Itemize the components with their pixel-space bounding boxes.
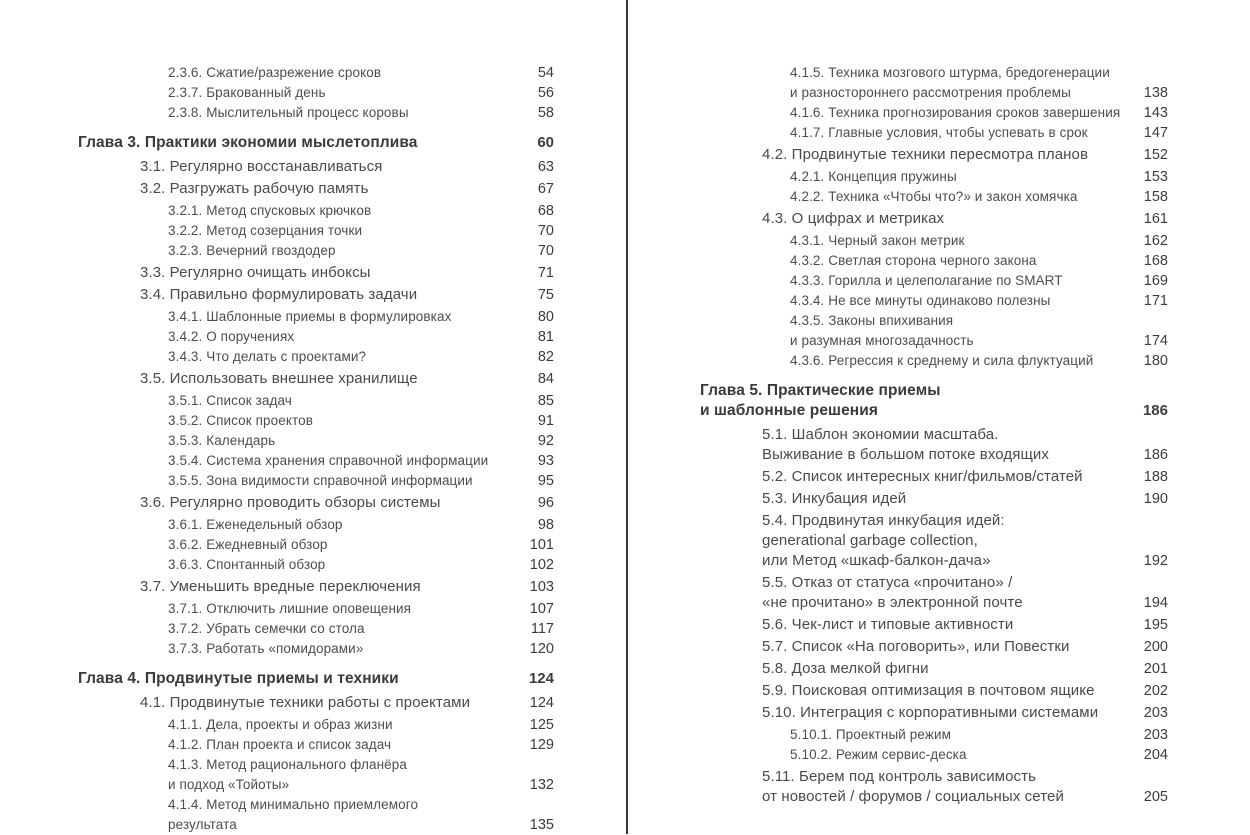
toc-entry-page-number: 67	[537, 181, 554, 197]
toc-entry-title-line: 4.1.6. Техника прогнозирования сроков завершения	[790, 105, 1121, 120]
toc-entry-title-line: 3.7.1. Отключить лишние оповещения	[168, 601, 412, 616]
toc-entry-page-number: 186	[1142, 402, 1168, 419]
toc-entry	[78, 263, 554, 283]
toc-entry-title-line: 4.3.6. Регрессия к среднему и сила флуктуаций	[790, 353, 1094, 368]
toc-entry-title-line: 3.6.1. Еженедельный обзор	[168, 517, 343, 532]
toc-entry-title	[78, 391, 528, 411]
toc-entry-page-number: 135	[529, 817, 554, 833]
toc-entry-title-line: и шаблонные решения	[700, 402, 879, 419]
toc-entry	[78, 693, 554, 713]
toc-entry-title	[78, 669, 519, 689]
toc-entry-page-number: 71	[537, 265, 554, 281]
toc-entry-page-number: 195	[1143, 617, 1168, 633]
toc-entry-page-number: 204	[1143, 747, 1168, 763]
toc-entry-title	[78, 715, 520, 735]
toc-entry	[78, 179, 554, 199]
toc-entry	[78, 63, 554, 83]
toc-entry	[78, 327, 554, 347]
toc-entry-title-line: 5.6. Чек-лист и типовые активности	[762, 616, 1014, 633]
toc-page-left	[78, 63, 554, 835]
toc-entry	[78, 221, 554, 241]
toc-entry	[78, 411, 554, 431]
toc-entry-title-line: 4.3.5. Законы впихивания	[790, 313, 954, 328]
toc-entry-title	[700, 659, 1134, 679]
toc-entry	[78, 555, 554, 575]
toc-entry-title	[78, 639, 520, 659]
toc-entry-title	[700, 103, 1134, 123]
toc-entry-title	[700, 703, 1134, 723]
toc-entry-title	[700, 767, 1134, 807]
toc-entry	[700, 103, 1168, 123]
toc-entry-title	[78, 221, 528, 241]
toc-entry-title-line: 3.4.3. Что делать с проектами?	[168, 349, 367, 364]
toc-entry	[78, 471, 554, 491]
toc-entry-title	[700, 745, 1134, 765]
toc-entry	[700, 311, 1168, 351]
toc-entry	[700, 681, 1168, 701]
toc-entry	[700, 703, 1168, 723]
toc-entry	[700, 351, 1168, 371]
toc-entry-title-line: и подход «Тойоты»	[168, 777, 290, 792]
toc-entry-page-number: 153	[1143, 169, 1168, 185]
toc-entry-title	[700, 725, 1134, 745]
toc-entry-page-number: 171	[1143, 293, 1168, 309]
toc-entry-title-line: 4.1.3. Метод рационального фланёра	[168, 757, 407, 772]
toc-entry-title-line: 5.4. Продвинутая инкубация идей:	[762, 512, 1005, 529]
toc-entry-page-number: 192	[1143, 553, 1168, 569]
toc-entry-title	[700, 291, 1134, 311]
toc-entry-title-line: 3.4. Правильно формулировать задачи	[140, 286, 418, 303]
toc-entry-title-line: 3.5.2. Список проектов	[168, 413, 313, 428]
toc-entry-page-number: 201	[1143, 661, 1168, 677]
toc-entry-title	[700, 489, 1134, 509]
page-divider	[626, 0, 628, 834]
toc-entry-title	[78, 307, 528, 327]
toc-entry	[700, 637, 1168, 657]
toc-entry-title-line: 3.6.3. Спонтанный обзор	[168, 557, 326, 572]
toc-entry-title-line: 3.4.2. О поручениях	[168, 329, 295, 344]
toc-entry-title-line: 2.3.6. Сжатие/разрежение сроков	[168, 65, 382, 80]
toc-entry-title-line: 5.10.2. Режим сервис-деска	[790, 747, 967, 762]
toc-entry	[700, 209, 1168, 229]
toc-entry-title-line: 3.7. Уменьшить вредные переключения	[140, 578, 421, 595]
toc-entry-title	[700, 209, 1134, 229]
toc-entry	[700, 615, 1168, 635]
toc-entry-title	[700, 681, 1134, 701]
toc-entry	[700, 425, 1168, 465]
toc-entry-page-number: 91	[537, 413, 554, 429]
toc-entry-title	[700, 63, 1134, 103]
toc-entry-page-number: 58	[537, 105, 554, 121]
toc-entry-title	[700, 467, 1134, 487]
toc-page-right	[700, 63, 1168, 809]
toc-entry	[700, 511, 1168, 571]
toc-entry-page-number: 75	[537, 287, 554, 303]
toc-entry-title-line: от новостей / форумов / социальных сетей	[762, 788, 1064, 805]
toc-entry-title-line: 4.3.2. Светлая сторона черного закона	[790, 253, 1037, 268]
toc-entry	[78, 755, 554, 795]
toc-entry-page-number: 190	[1143, 491, 1168, 507]
toc-entry-title	[78, 431, 528, 451]
toc-entry-title	[78, 241, 528, 261]
toc-entry	[700, 725, 1168, 745]
toc-entry-title	[78, 577, 520, 597]
toc-entry-title-line: 3.1. Регулярно восстанавливаться	[140, 158, 383, 175]
toc-entry-title	[78, 411, 528, 431]
toc-entry-page-number: 168	[1143, 253, 1168, 269]
toc-entry-title-line: 3.7.2. Убрать семечки со стола	[168, 621, 365, 636]
toc-entry-title-line: 4.3.3. Горилла и целеполагание по SMART	[790, 273, 1063, 288]
toc-entry-title	[700, 231, 1134, 251]
toc-entry-title-line: 4.2.1. Концепция пружины	[790, 169, 957, 184]
toc-entry-title-line: 3.5.3. Календарь	[168, 433, 276, 448]
toc-entry-title	[78, 327, 528, 347]
toc-entry-page-number: 98	[537, 517, 554, 533]
toc-entry-title-line: 5.11. Берем под контроль зависимость	[762, 768, 1037, 785]
toc-entry-page-number: 124	[529, 695, 554, 711]
toc-chapter-entry	[78, 133, 554, 153]
toc-entry-title-line: 5.1. Шаблон экономии масштаба.	[762, 426, 999, 443]
toc-entry-title-line: 5.3. Инкубация идей	[762, 490, 907, 507]
toc-entry-title	[700, 573, 1134, 613]
toc-entry-page-number: 84	[537, 371, 554, 387]
toc-entry-page-number: 205	[1143, 789, 1168, 805]
toc-entry-title-line: 5.9. Поисковая оптимизация в почтовом ящике	[762, 682, 1095, 699]
toc-entry-title-line: 3.5.5. Зона видимости справочной информации	[168, 473, 473, 488]
toc-entry-page-number: 102	[529, 557, 554, 573]
toc-entry-title-line: 4.3.1. Черный закон метрик	[790, 233, 965, 248]
toc-entry-title-line: 3.7.3. Работать «помидорами»	[168, 641, 364, 656]
toc-entry-title	[700, 251, 1134, 271]
toc-entry-page-number: 120	[529, 641, 554, 657]
toc-entry-page-number: 174	[1143, 333, 1168, 349]
toc-entry-page-number: 138	[1143, 85, 1168, 101]
toc-entry-title-line: Выживание в большом потоке входящих	[762, 446, 1050, 463]
toc-entry-page-number: 200	[1143, 639, 1168, 655]
toc-entry-title-line: 4.1.2. План проекта и список задач	[168, 737, 392, 752]
toc-entry-title	[78, 263, 528, 283]
toc-entry-page-number: 132	[529, 777, 554, 793]
toc-entry-page-number: 103	[529, 579, 554, 595]
toc-entry-title	[78, 619, 521, 639]
toc-entry-title-line: 4.2.2. Техника «Чтобы что?» и закон хомячка	[790, 189, 1078, 204]
toc-entry	[700, 145, 1168, 165]
toc-entry-title-line: 3.2. Разгружать рабочую память	[140, 180, 369, 197]
toc-entry	[78, 619, 554, 639]
toc-entry-title-line: или Метод «шкаф-балкон-дача»	[762, 552, 991, 569]
toc-entry-page-number: 158	[1143, 189, 1168, 205]
toc-entry-title-line: 2.3.7. Бракованный день	[168, 85, 326, 100]
toc-entry	[78, 451, 554, 471]
toc-entry-title-line: и разностороннего рассмотрения проблемы	[790, 85, 1071, 100]
toc-entry-title-line: «не прочитано» в электронной почте	[762, 594, 1023, 611]
toc-entry-page-number: 202	[1143, 683, 1168, 699]
toc-entry-title	[78, 285, 528, 305]
toc-entry-title	[700, 511, 1134, 571]
toc-entry-page-number: 70	[537, 223, 554, 239]
toc-entry-title	[700, 145, 1134, 165]
toc-entry-page-number: 95	[537, 473, 554, 489]
toc-entry-title	[78, 599, 520, 619]
toc-entry-page-number: 60	[537, 134, 554, 151]
toc-entry-title	[700, 311, 1134, 351]
toc-entry	[700, 231, 1168, 251]
toc-entry-title	[700, 123, 1134, 143]
toc-entry-title	[78, 103, 528, 123]
toc-entry-page-number: 85	[537, 393, 554, 409]
toc-entry-title-line: generational garbage collection,	[762, 532, 978, 549]
toc-entry-page-number: 129	[529, 737, 554, 753]
toc-entry-title	[700, 271, 1134, 291]
toc-entry-page-number: 93	[537, 453, 554, 469]
toc-entry	[78, 201, 554, 221]
toc-entry-title-line: 5.5. Отказ от статуса «прочитано» /	[762, 574, 1013, 591]
toc-entry-page-number: 147	[1143, 125, 1168, 141]
toc-entry-title-line: 3.6.2. Ежедневный обзор	[168, 537, 328, 552]
toc-entry-title-line: 4.2. Продвинутые техники пересмотра планов	[762, 146, 1089, 163]
toc-entry-title-line: 5.10. Интеграция с корпоративными системами	[762, 704, 1099, 721]
toc-entry-title-line: 4.1.1. Дела, проекты и образ жизни	[168, 717, 393, 732]
toc-entry-title	[78, 179, 528, 199]
toc-entry-title-line: 3.5.1. Список задач	[168, 393, 292, 408]
toc-entry	[700, 659, 1168, 679]
toc-entry-title	[78, 555, 520, 575]
toc-entry-title-line: 3.6. Регулярно проводить обзоры системы	[140, 494, 441, 511]
toc-entry-title	[78, 755, 520, 795]
toc-entry-title	[700, 187, 1134, 207]
toc-entry-title	[78, 735, 520, 755]
toc-entry	[700, 573, 1168, 613]
toc-entry-page-number: 54	[537, 65, 554, 81]
toc-entry-title-line: 5.7. Список «На поговорить», или Повестки	[762, 638, 1070, 655]
toc-entry-title	[78, 693, 520, 713]
toc-entry-page-number: 124	[528, 670, 554, 687]
toc-entry	[700, 187, 1168, 207]
toc-entry	[78, 157, 554, 177]
toc-entry-title-line: 4.3.4. Не все минуты одинаково полезны	[790, 293, 1051, 308]
toc-entry-title-line: 3.2.3. Вечерний гвоздодер	[168, 243, 336, 258]
toc-entry	[78, 735, 554, 755]
toc-entry-title-line: 4.1.7. Главные условия, чтобы успевать в срок	[790, 125, 1088, 140]
toc-entry	[78, 493, 554, 513]
toc-entry-title-line: Глава 4. Продвинутые приемы и техники	[78, 670, 399, 687]
toc-entry-page-number: 101	[529, 537, 554, 553]
toc-entry-title	[78, 795, 520, 835]
toc-entry	[78, 795, 554, 835]
toc-entry	[78, 577, 554, 597]
toc-entry-page-number: 92	[537, 433, 554, 449]
toc-entry	[700, 291, 1168, 311]
toc-entry	[78, 515, 554, 535]
toc-entry-title	[78, 157, 528, 177]
toc-entry	[78, 431, 554, 451]
toc-entry-title	[700, 167, 1134, 187]
toc-entry-title-line: 3.3. Регулярно очищать инбоксы	[140, 264, 371, 281]
toc-entry	[700, 767, 1168, 807]
toc-entry-title-line: 5.2. Список интересных книг/фильмов/статей	[762, 468, 1083, 485]
toc-entry-title-line: 4.3. О цифрах и метриках	[762, 210, 945, 227]
toc-entry	[700, 271, 1168, 291]
toc-entry-title	[78, 133, 527, 153]
toc-entry-title	[78, 493, 528, 513]
toc-entry-title-line: 2.3.8. Мыслительный процесс коровы	[168, 105, 409, 120]
toc-entry-title-line: 3.5.4. Система хранения справочной информации	[168, 453, 489, 468]
toc-entry-page-number: 56	[537, 85, 554, 101]
toc-entry-page-number: 70	[537, 243, 554, 259]
toc-entry-page-number: 107	[529, 601, 554, 617]
toc-entry-page-number: 81	[537, 329, 554, 345]
toc-entry-title	[78, 347, 528, 367]
toc-entry-page-number: 203	[1143, 727, 1168, 743]
toc-chapter-entry	[78, 669, 554, 689]
toc-entry	[78, 391, 554, 411]
toc-entry-title-line: 4.1.4. Метод минимально приемлемого	[168, 797, 419, 812]
toc-entry	[78, 241, 554, 261]
toc-entry	[700, 167, 1168, 187]
toc-entry-title-line: результата	[168, 817, 237, 832]
toc-entry	[78, 599, 554, 619]
toc-entry-page-number: 180	[1143, 353, 1168, 369]
toc-entry	[700, 489, 1168, 509]
toc-entry-title-line: 3.4.1. Шаблонные приемы в формулировках	[168, 309, 452, 324]
toc-entry-title	[78, 369, 528, 389]
toc-entry-title-line: Глава 5. Практические приемы	[700, 382, 941, 399]
toc-entry-title-line: и разумная многозадачность	[790, 333, 974, 348]
toc-chapter-entry	[700, 381, 1168, 421]
toc-entry-title-line: 4.1.5. Техника мозгового штурма, бредогенерации	[790, 65, 1110, 80]
toc-entry-title	[700, 351, 1134, 371]
toc-entry	[78, 83, 554, 103]
toc-entry-page-number: 188	[1143, 469, 1168, 485]
toc-entry-title	[78, 515, 528, 535]
toc-entry-page-number: 152	[1143, 147, 1168, 163]
toc-entry	[78, 103, 554, 123]
toc-entry	[78, 347, 554, 367]
toc-entry-page-number: 194	[1143, 595, 1168, 611]
toc-entry-title	[700, 381, 1133, 421]
toc-entry	[700, 745, 1168, 765]
toc-entry	[700, 123, 1168, 143]
toc-entry	[78, 639, 554, 659]
toc-entry-title	[78, 201, 528, 221]
toc-entry-page-number: 63	[537, 159, 554, 175]
toc-entry-title	[78, 63, 528, 83]
toc-entry	[700, 467, 1168, 487]
toc-entry-title	[78, 451, 528, 471]
toc-entry-page-number: 169	[1143, 273, 1168, 289]
toc-entry-page-number: 161	[1143, 211, 1168, 227]
toc-entry-page-number: 68	[537, 203, 554, 219]
toc-entry	[78, 285, 554, 305]
toc-entry-page-number: 125	[529, 717, 554, 733]
toc-entry-title-line: 5.8. Доза мелкой фигни	[762, 660, 929, 677]
toc-entry-title	[700, 615, 1134, 635]
toc-entry-page-number: 162	[1143, 233, 1168, 249]
toc-entry	[78, 369, 554, 389]
toc-entry	[78, 535, 554, 555]
toc-entry	[78, 307, 554, 327]
toc-entry-title-line: Глава 3. Практики экономии мыслетоплива	[78, 134, 418, 151]
toc-entry-title	[78, 535, 520, 555]
toc-entry-page-number: 117	[530, 621, 554, 637]
toc-entry-title	[700, 637, 1134, 657]
toc-entry	[700, 251, 1168, 271]
toc-entry-page-number: 80	[537, 309, 554, 325]
toc-entry	[78, 715, 554, 735]
toc-entry-title	[78, 83, 528, 103]
toc-entry-title-line: 3.5. Использовать внешнее хранилище	[140, 370, 418, 387]
toc-entry-page-number: 186	[1143, 447, 1168, 463]
toc-entry-title-line: 4.1. Продвинутые техники работы с проектами	[140, 694, 471, 711]
toc-entry-title-line: 5.10.1. Проектный режим	[790, 727, 951, 742]
toc-entry-page-number: 82	[537, 349, 554, 365]
toc-entry-title	[700, 425, 1134, 465]
toc-entry-title-line: 3.2.2. Метод созерцания точки	[168, 223, 363, 238]
toc-entry-page-number: 203	[1143, 705, 1168, 721]
toc-entry-page-number: 143	[1143, 105, 1168, 121]
toc-entry-title	[78, 471, 528, 491]
toc-entry-page-number: 96	[537, 495, 554, 511]
toc-entry	[700, 63, 1168, 103]
toc-entry-title-line: 3.2.1. Метод спусковых крючков	[168, 203, 372, 218]
